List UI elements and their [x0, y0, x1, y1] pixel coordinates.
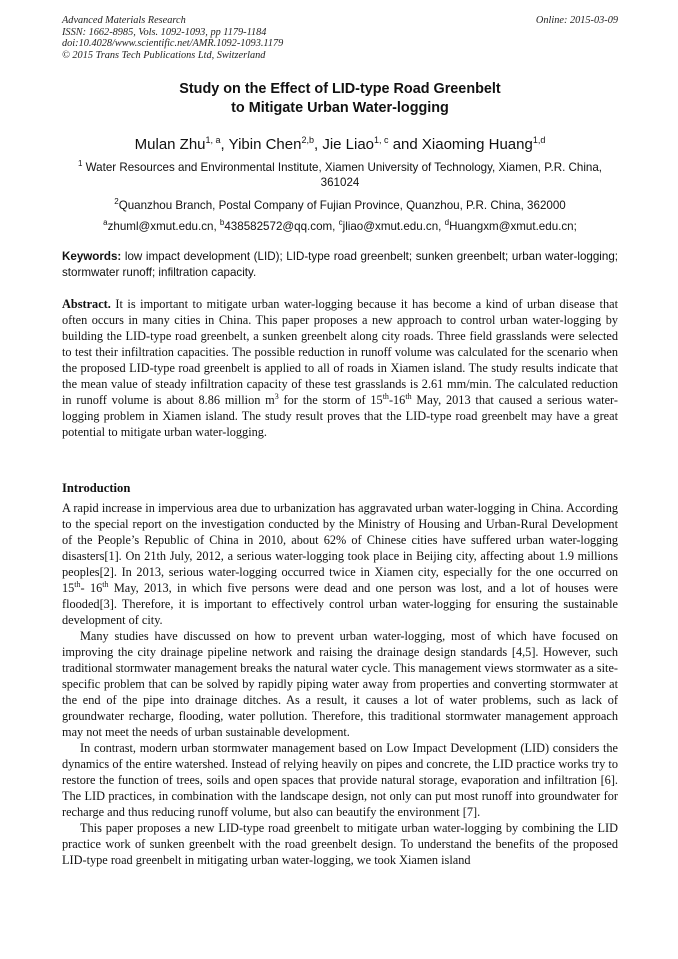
affiliation-2: [62, 194, 618, 213]
author-separator: and: [388, 136, 422, 153]
journal-name: Advanced Materials Research: [62, 15, 186, 26]
email-b[interactable]: 438582572@qq.com,: [224, 219, 339, 233]
superscript: th: [405, 391, 412, 401]
superscript: th: [102, 579, 109, 589]
copyright-line: © 2015 Trans Tech Publications Ltd, Switzerland: [62, 49, 266, 61]
abstract-text: -16: [388, 393, 406, 407]
title-line-2: to Mitigate Urban Water-logging: [231, 99, 449, 116]
author-2: Yibin Chen: [228, 136, 302, 153]
abstract-text: for the storm of 15: [278, 393, 383, 407]
author-1: Mulan Zhu: [134, 136, 206, 153]
introduction-body: [62, 500, 618, 868]
email-b-mark: b: [219, 218, 225, 227]
abstract-text: May, 2013 that caused a serious water-logging problem in Xiamen island. The study result proves that the LID-type road greenbelt may have a great potential to mitigate urban water-logging.: [62, 393, 618, 439]
author-2-affil: 2,b: [301, 135, 314, 145]
affiliation-2-number: 2: [114, 197, 119, 206]
affiliation-2-text: Quanzhou Branch, Postal Company of Fujian Province, Quanzhou, P.R. China, 362000: [118, 198, 566, 212]
author-1-affil: 1, a: [205, 135, 221, 145]
paragraph: Many studies have discussed on how to prevent urban water-logging, most of which have focused on improving the city drainage pipeline network and raising the drainage design standards [4,5]. However, such traditional stormwater management breaks the natural water cycle. This management views stormwater as a site-specific problem that can be solved by rapidly piping water away from properties and converting stormwater at the end of the pipe into drainage ditches. As a result, it causes a lot of water problems, such as lack of groundwater recharge, flooding, water pollution. Therefore, this traditional stormwater management approach may not meet the needs of urban sustainable development.: [62, 629, 618, 739]
author-4-affil: 1,d: [532, 135, 546, 145]
paper-title: [62, 80, 618, 117]
superscript: th: [382, 391, 389, 401]
title-line-1: Study on the Effect of LID-type Road Greenbelt: [179, 81, 501, 97]
keywords-label: Keywords:: [62, 250, 122, 263]
email-c-mark: c: [338, 218, 343, 227]
doi-line: doi:10.4028/www.scientific.net/AMR.1092-1093.1179: [62, 38, 284, 49]
author-list: [62, 130, 618, 155]
email-d-mark: d: [444, 218, 450, 227]
paragraph: This paper proposes a new LID-type road greenbelt to mitigate urban water-logging by combining the LID practice work of sunken greenbelt with the road greenbelt design. To understand the benefits of the proposed LID-type road greenbelt in mitigating urban water-logging, we took Xiamen island: [62, 821, 618, 867]
superscript: 3: [274, 391, 279, 401]
affiliation-1-number: 1: [77, 159, 83, 168]
issn-line: ISSN: 1662-8985, Vols. 1092-1093, pp 1179-1184: [62, 26, 267, 38]
paragraph: [62, 500, 618, 628]
email-d[interactable]: Huangxm@xmut.edu.cn;: [449, 219, 577, 233]
abstract: [62, 296, 618, 440]
publication-header: [62, 15, 618, 61]
paragraph-text: May, 2013, in which five persons were dead and one person was lost, and a lot of houses were flooded[3]. Therefore, it is important to effectively control urban water-logging for ensuring the sustainable development of city.: [62, 581, 618, 627]
author-emails: [62, 215, 618, 234]
keywords-text: low impact development (LID); LID-type road greenbelt; sunken greenbelt; urban water-logging; stormwater runoff; infiltration capacity.: [62, 250, 618, 279]
email-a[interactable]: zhuml@xmut.edu.cn,: [107, 219, 220, 233]
abstract-label: Abstract.: [62, 297, 111, 311]
author-3-affil: 1, c: [374, 135, 389, 145]
author-4: Xiaoming Huang: [421, 136, 533, 153]
email-a-mark: a: [103, 218, 108, 227]
paragraph-text: A rapid increase in impervious area due to urbanization has aggravated urban water-logging in China. According to the special report on the investigation conducted by the Ministry of Housing and Urban-Rural Development of the People’s Republic of China in 2010, about 62% of Chinese cities have suffered urban water-logging disasters[1]. On 21th July, 2012, a serious water-logging took place in Beijing city, affecting about 1.9 millions peoples[2]. In 2013, serious water-logging occurred twice in Xiamen city, especially for the one occurred on 15: [62, 501, 618, 595]
superscript: th: [74, 579, 81, 589]
paragraph-text: - 16: [80, 581, 103, 595]
affiliation-1: [62, 156, 618, 191]
author-separator: ,: [220, 136, 229, 153]
paragraph: In contrast, modern urban stormwater management based on Low Impact Development (LID) considers the dynamics of the entire watershed. Instead of relying heavily on pipes and concrete, the LID practice works try to restore the function of trees, soils and open spaces that provide natural storage, evaporation and infiltration [6]. The LID practices, in combination with the landscape design, not only can put most runoff into groundwater for recharge and thus reducing runoff volume, but also can beautify the environment [7].: [62, 741, 618, 819]
affiliation-1-text: Water Resources and Environmental Institute, Xiamen University of Technology, Xiamen, P.R. China, 361024: [82, 160, 603, 190]
online-date: Online: 2015-03-09: [535, 15, 618, 26]
author-separator: ,: [313, 136, 323, 153]
keywords: [62, 249, 618, 280]
section-heading-introduction: Introduction: [62, 481, 131, 495]
email-c[interactable]: jliao@xmut.edu.cn,: [342, 219, 445, 233]
author-3: Jie Liao: [322, 136, 375, 153]
abstract-text: It is important to mitigate urban water-logging because it has become a kind of urban disease that often occurs in many cities in China. This paper proposes a new approach to control urban water-logging by building the LID-type road greenbelt, a sunken greenbelt along city roads. Three field grasslands were selected to test their infiltration capacities. The possible reduction in runoff volume was calculated for the scenario when the proposed LID-type road greenbelt is applied to all of roads in Xiamen island. The study results indicate that the mean value of steady infiltration capacity of these test grasslands is 2.61 mm/min. The calculated reduction in runoff volume is about 8.86 million m: [62, 297, 618, 407]
